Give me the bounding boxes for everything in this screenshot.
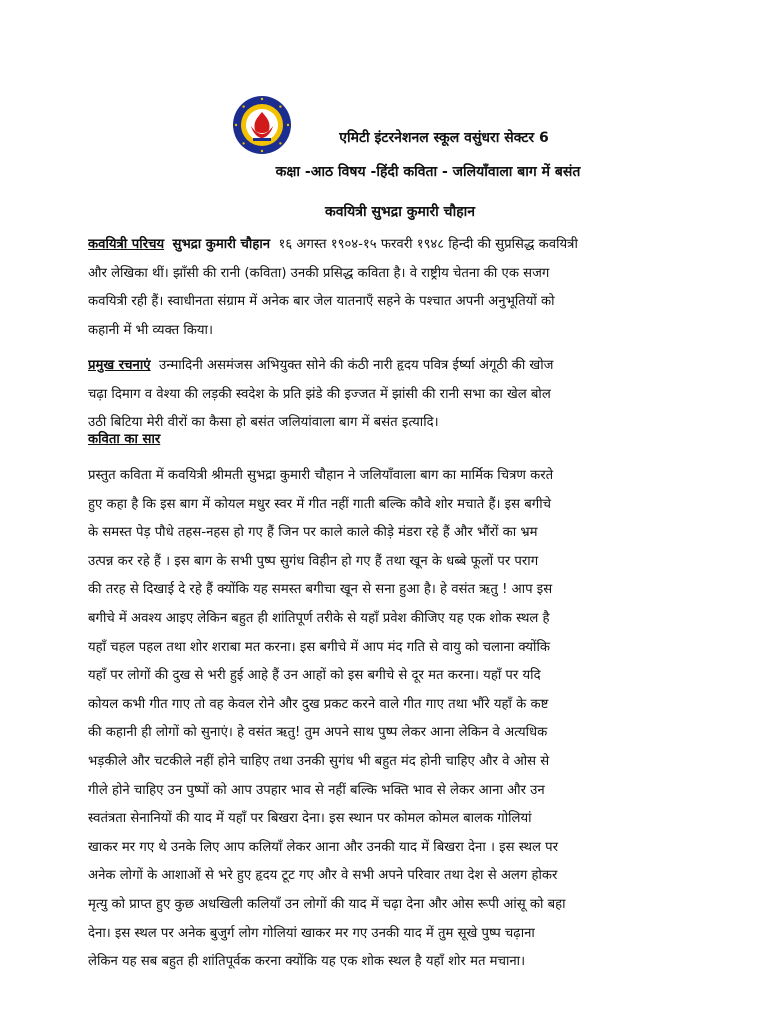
summary-line: बगीचे में अवश्य आइए लेकिन बहुत ही शांतिपूर्ण तरीके से यहाँ प्रवेश कीजिए यह एक शोक स्थल है [88,610,550,626]
summary-line: भड़कीले और चटकीले नहीं होने चाहिए तथा उनकी सुगंध भी बहुत मंद होनी चाहिए और वे ओस से [88,753,550,769]
poem-summary [88,462,674,977]
summary-line: अनेक लोगों के आशाओं से भरे हुए हृदय टूट गए और वे सभी अपने परिवार तथा देश से अलग होकर [88,868,558,884]
works-label: प्रमुख रचनाएं [88,358,151,373]
summary-line: के समस्त पेड़ पौधे तहस-नहस हो गए हैं जिन पर काले काले कीड़े मंडरा रहे हैं और भौंरों का भ्रम [88,525,538,541]
summary-line: खाकर मर गए थे उनके लिए आप कलियाँ लेकर आना और उनकी याद में बिखरा देना । इस स्थल पर [88,839,559,855]
works-text: उन्मादिनी असमंजस अभियुक्त सोने की कंठी नारी हृदय पवित्र ईर्ष्या अंगूठी की खोज [158,358,554,373]
works-line: चढ़ा दिमाग व वेश्या की लड़की स्वदेश के प्रति झंडे की इज्जत में झांसी की रानी सभा का खेल बोल [88,386,551,402]
summary-line: मृत्यु को प्राप्त हुए कुछ अधखिली कलियाँ उन लोगों की याद में चढ़ा देना और ओस रूपी आंसू को बहा [88,896,566,912]
summary-line: की कहानी ही लोगों को सुनाएं। हे वसंत ऋतु! तुम अपने साथ पुष्प लेकर आना लेकिन वे अत्यधिक [88,725,548,741]
summary-heading: कविता का सार [88,432,161,447]
major-works [88,352,674,438]
intro-line [88,231,674,260]
intro-line: कवयित्री रही हैं। स्वाधीनता संग्राम में अनेक बार जेल यातनाएँ सहने के पश्चात अपनी अनुभूतियों को [88,294,555,310]
works-line [88,352,674,381]
intro-label: कवयित्री परिचय [88,237,165,252]
summary-line: हुए कहा है कि इस बाग में कोयल मधुर स्वर में गीत नहीं गाती बल्कि कौवे शोर मचाते हैं। इस बगीचे [88,496,552,512]
intro-text: १६ अगस्त १९०४-१५ फरवरी १९४८ हिन्दी की सुप्रसिद्ध कवयित्री [278,237,578,252]
summary-line: यहाँ चहल पहल तथा शोर शराबा मत करना। इस बगीचे में आप मंद गति से वायु को चलाना क्योंकि [88,639,551,655]
summary-line: देना। इस स्थल पर अनेक बुजुर्ग लोग गोलियां खाकर मर गए उनकी याद में तुम सूखे पुष्प चढ़ाना [88,925,535,941]
intro-line: कहानी में भी व्यक्त किया। [88,322,213,338]
works-line: उठी बिटिया मेरी वीरों का कैसा हो बसंत जलियांवाला बाग में बसंत इत्यादि। [88,415,439,431]
school-name: एमिटी इंटरनेशनल स्कूल वसुंधरा सेक्टर 6 [339,130,549,146]
poet-introduction [88,231,674,345]
poet-name: सुभद्रा कुमारी चौहान [172,237,271,252]
summary-line: लेकिन यह सब बहुत ही शांतिपूर्वक करना क्योंकि यह एक शोक स्थल है यहाँ शोर मत मचाना। [88,954,526,970]
class-subject-line: कक्षा -आठ विषय -हिंदी कविता - जलियाँवाला बाग में बसंत [275,164,581,180]
summary-line: उत्पन्न कर रहे हैं । इस बाग के सभी पुष्प सुगंध विहीन हो गए हैं तथा खून के धब्बे फूलों पर पराग [88,553,539,569]
intro-line: और लेखिका थीं। झाँसी की रानी (कविता) उनकी प्रसिद्ध कविता है। वे राष्ट्रीय चेतना की एक सजग [88,265,550,281]
summary-line: कोयल कभी गीत गाए तो वह केवल रोने और दुख प्रकट करने वाले गीत गाए तथा भौंरे यहाँ के कष्ट [88,696,549,712]
summary-line: प्रस्तुत कविता में कवयित्री श्रीमती सुभद्रा कुमारी चौहान ने जलियाँवाला बाग का मार्मिक चित्रण करते [88,468,554,483]
summary-line: स्वतंत्रता सेनानियों की याद में यहाँ पर बिखरा देना। इस स्थान पर कोमल कोमल बालक गोलियां [88,811,532,827]
summary-line: यहाँ पर लोगों की दुख से भरी हुई आहे हैं उन आहों को इस बगीचे से दूर मत करना। यहाँ पर यदि [88,668,541,684]
poet-heading: कवयित्री सुभद्रा कुमारी चौहान [324,204,476,220]
summary-line: की तरह से दिखाई दे रहे हैं क्योंकि यह समस्त बगीचा खून से सना हुआ है। हे वसंत ऋतु ! आप इस [88,582,553,598]
summary-line: गीले होने चाहिए उन पुष्पों को आप उपहार भाव से नहीं बल्कि भक्ति भाव से लेकर आना और उन [88,782,545,798]
